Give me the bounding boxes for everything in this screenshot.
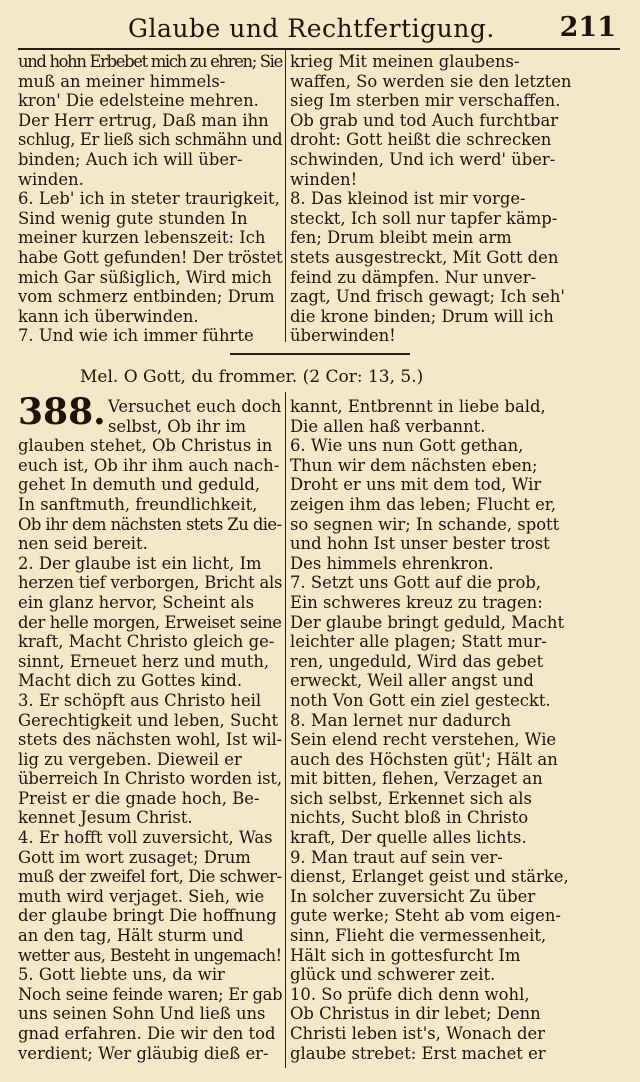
text-line: winden.	[18, 169, 84, 189]
text-line: leichter alle plagen; Statt mur-	[290, 632, 547, 652]
text-line: Thun wir dem nächsten eben;	[290, 455, 538, 475]
text-line: mit bitten, flehen, Verzaget an	[290, 769, 543, 789]
text-line: auch des Höchsten güt'; Hält an	[290, 749, 558, 769]
text-line: Der Herr ertrug, Daß man ihn	[18, 110, 269, 130]
section-rule	[230, 353, 410, 355]
text-line: 3. Er schöpft aus Christo heil	[18, 690, 262, 710]
text-line: Der glaube bringt geduld, Macht	[290, 612, 565, 632]
text-line: gnad erfahren. Die wir den tod	[18, 1024, 276, 1043]
text-line: vom schmerz entbinden; Drum	[18, 287, 275, 307]
text-line: nen seid bereit.	[18, 534, 148, 554]
text-line: In sanftmuth, freundlichkeit,	[18, 494, 258, 514]
text-line: stets ausgestreckt, Mit Gott den	[290, 247, 559, 267]
text-line: Gott im wort zusaget; Drum	[18, 847, 251, 867]
text-line: 6. Wie uns nun Gott gethan,	[290, 436, 524, 456]
text-line: ren, ungeduld, Wird das gebet	[290, 651, 544, 671]
text-line: kannt, Entbrennt in liebe bald,	[290, 397, 546, 416]
text-line: 9. Man traut auf sein ver-	[290, 847, 503, 867]
top-left-column	[18, 52, 282, 346]
text-line: Gerechtigkeit und leben, Sucht	[18, 710, 279, 730]
text-line: droht: Gott heißt die schrecken	[290, 130, 552, 150]
text-line: kraft, Macht Christo gleich ge-	[18, 632, 275, 652]
text-line: 8. Man lernet nur dadurch	[290, 710, 512, 730]
text-line: Noch seine feinde waren; Er gab	[18, 984, 283, 1004]
text-line: Ob Christus in dir lebet; Denn	[290, 1004, 541, 1024]
text-line: fen; Drum bleibt mein arm	[290, 228, 512, 248]
text-line: muß der zweifel fort, Die schwer-	[18, 867, 282, 887]
text-line: feind zu dämpfen. Nur unver-	[290, 267, 537, 287]
text-line: uns seinen Sohn Und ließ uns	[18, 1004, 266, 1024]
text-line: dienst, Erlanget geist und stärke,	[290, 867, 569, 887]
text-line: glück und schwerer zeit.	[290, 965, 496, 985]
top-right-column	[290, 52, 620, 346]
running-title: Glaube und Rechtfertigung.	[128, 14, 495, 43]
column-divider-top	[285, 50, 286, 342]
text-line: sieg Im sterben mir verschaffen.	[290, 91, 561, 111]
melody-line: Mel. O Gott, du frommer. (2 Cor: 13, 5.)	[80, 367, 424, 387]
text-line: meiner kurzen lebenszeit: Ich	[18, 228, 266, 248]
bottom-right-column	[290, 397, 620, 1063]
text-line: kennet Jesum Christ.	[18, 808, 193, 828]
text-line: kron' Die edelsteine mehren.	[18, 91, 259, 111]
text-line: Christi leben ist's, Wonach der	[290, 1024, 546, 1043]
text-line: winden!	[290, 169, 358, 189]
text-line: 5. Gott liebte uns, da wir	[18, 965, 225, 985]
text-line: 6. Leb' ich in steter traurigkeit,	[18, 189, 280, 209]
text-line: stets des nächsten wohl, Ist wil-	[18, 730, 283, 750]
column-divider-bottom	[285, 392, 286, 1068]
text-line: 7. Setzt uns Gott auf die prob,	[290, 573, 542, 593]
text-line: herzen tief verborgen, Bricht als	[18, 573, 283, 593]
hymn-number: 388.	[18, 391, 106, 433]
text-line: Hält sich in gottesfurcht Im	[290, 945, 521, 965]
text-line: lig zu vergeben. Dieweil er	[18, 749, 242, 769]
page-number: 211	[559, 12, 616, 43]
text-line: gute werke; Steht ab vom eigen-	[290, 906, 561, 926]
text-line: habe Gott gefunden! Der tröstet	[18, 247, 283, 267]
text-line: wetter aus, Besteht in ungemach!	[18, 945, 282, 965]
text-line: Des himmels ehrenkron.	[290, 553, 494, 573]
text-line: verdient; Wer gläubig dieß er-	[18, 1043, 269, 1063]
text-line: Sind wenig gute stunden In	[18, 208, 248, 228]
text-line: glaube strebet: Erst machet er	[290, 1043, 546, 1063]
text-line: selbst, Ob ihr im	[108, 416, 247, 436]
text-line: zagt, Und frisch gewagt; Ich seh'	[290, 287, 565, 307]
text-line: kraft, Der quelle alles lichts.	[290, 828, 527, 848]
text-line: gehet In demuth und geduld,	[18, 475, 261, 495]
text-line: noth Von Gott ein ziel gesteckt.	[290, 690, 551, 710]
text-line: waffen, So werden sie den letzten	[290, 71, 572, 91]
text-line: und hohn Ist unser bester trost	[290, 534, 550, 554]
header-rule	[18, 48, 620, 50]
text-line: kann ich überwinden.	[18, 306, 199, 326]
text-line: muth wird verjaget. Sieh, wie	[18, 886, 265, 906]
text-line: Preist er die gnade hoch, Be-	[18, 788, 260, 808]
text-line: In solcher zuversicht Zu über	[290, 886, 536, 906]
text-line: 2. Der glaube ist ein licht, Im	[18, 553, 262, 573]
text-line: erweckt, Weil aller angst und	[290, 671, 534, 691]
text-line: der glaube bringt Die hoffnung	[18, 906, 277, 926]
text-line: 10. So prüfe dich denn wohl,	[290, 984, 530, 1004]
text-line: die krone binden; Drum will ich	[290, 306, 554, 326]
text-line: ein glanz hervor, Scheint als	[18, 592, 254, 612]
text-line: überwinden!	[290, 326, 396, 346]
text-line: zeigen ihm das leben; Flucht er,	[290, 494, 557, 514]
text-line: Macht dich zu Gottes kind.	[18, 671, 243, 691]
bottom-left-column	[18, 397, 282, 1063]
text-line: Ob grab und tod Auch furchtbar	[290, 110, 559, 130]
text-line: so segnen wir; In schande, spott	[290, 514, 560, 534]
text-line: euch ist, Ob ihr ihm auch nach-	[18, 455, 280, 475]
text-line: an den tag, Hält sturm und	[18, 926, 244, 946]
text-line: sinn, Flieht die vermessenheit,	[290, 926, 547, 946]
text-line: 4. Er hofft voll zuversicht, Was	[18, 828, 273, 848]
text-line: Ob ihr dem nächsten stets Zu die-	[18, 514, 282, 534]
text-line: 8. Das kleinod ist mir vorge-	[290, 189, 526, 209]
text-line: überreich In Christo worden ist,	[18, 769, 282, 789]
text-line: mich Gar süßiglich, Wird mich	[18, 267, 272, 287]
text-line: Versuchet euch doch	[108, 397, 282, 416]
text-line: schwinden, Und ich werd' über-	[290, 149, 556, 169]
text-line: schlug, Er ließ sich schmähn und	[18, 130, 283, 150]
text-line: Die allen haß verbannt.	[290, 416, 486, 436]
text-line: der helle morgen, Erweiset seine	[18, 612, 282, 632]
text-line: steckt, Ich soll nur tapfer kämp-	[290, 208, 558, 228]
text-line: binden; Auch ich will über-	[18, 149, 243, 169]
text-line: Ein schweres kreuz zu tragen:	[290, 592, 543, 612]
text-line: Sein elend recht verstehen, Wie	[290, 730, 557, 750]
text-line: sich selbst, Erkennet sich als	[290, 788, 532, 808]
text-line: muß an meiner himmels-	[18, 71, 226, 91]
page-header	[18, 10, 622, 50]
text-line: glauben stehet, Ob Christus in	[18, 436, 273, 456]
text-line: nichts, Sucht bloß in Christo	[290, 808, 529, 828]
text-line: 7. Und wie ich immer führte	[18, 326, 254, 346]
text-line: und hohn Erbebet mich zu ehren; Sie	[18, 52, 282, 71]
text-line: sinnt, Erneuet herz und muth,	[18, 651, 270, 671]
text-line: Droht er uns mit dem tod, Wir	[290, 475, 542, 495]
text-line: krieg Mit meinen glaubens-	[290, 52, 520, 71]
